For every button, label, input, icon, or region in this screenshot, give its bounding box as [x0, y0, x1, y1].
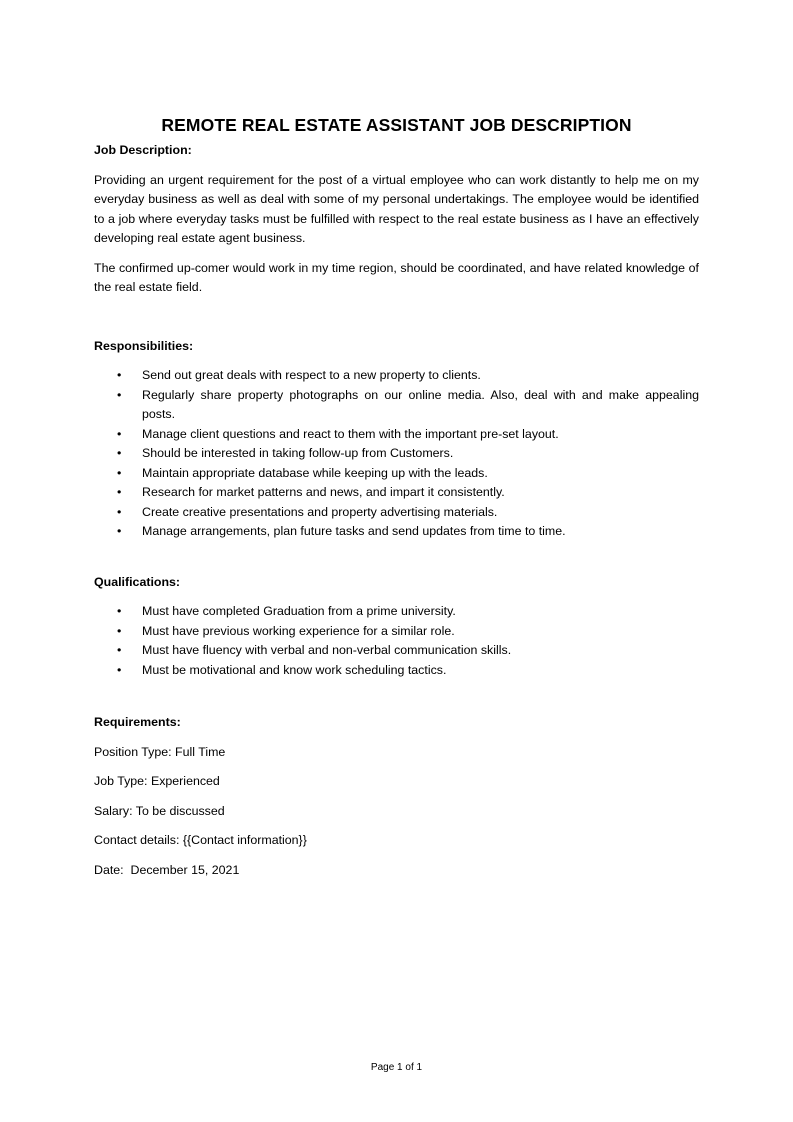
document-title: REMOTE REAL ESTATE ASSISTANT JOB DESCRIPTION: [161, 115, 632, 135]
bullet-icon: •: [117, 446, 122, 460]
position-type: Position Type: Full Time: [94, 744, 226, 759]
job-description-section: [94, 141, 699, 298]
spacer: [94, 542, 699, 573]
list-item: [94, 503, 699, 523]
list-item-text: Create creative presentations and property advertising materials.: [142, 504, 498, 519]
requirements-section: [94, 713, 699, 880]
qualifications-section: [94, 573, 699, 681]
list-item: [94, 483, 699, 503]
list-item: [94, 464, 699, 484]
list-item-text: Must be motivational and know work scheduling tactics.: [142, 662, 447, 677]
list-item: [94, 661, 699, 681]
page-number: Page 1 of 1: [370, 1062, 423, 1073]
bullet-icon: •: [117, 368, 122, 382]
list-item-text: Should be interested in taking follow-up from Customers.: [142, 446, 454, 460]
bullet-icon: •: [117, 623, 122, 638]
list-item: [94, 522, 699, 542]
responsibilities-list: [94, 366, 699, 542]
contact-details: Contact details: {{Contact information}}: [94, 833, 307, 847]
list-item-text: Regularly share property photographs on our online media. Also, deal with and make appealing posts.: [142, 387, 699, 421]
list-item-text: Must have previous working experience for a similar role.: [142, 623, 455, 638]
bullet-icon: •: [117, 643, 122, 657]
responsibilities-section: [94, 337, 699, 542]
list-item-text: Must have completed Graduation from a prime university.: [142, 604, 456, 618]
job-description-paragraph: The confirmed up-comer would work in my time region, should be coordinated, and have related knowledge of the real estate field.: [94, 260, 699, 294]
qualifications-heading: Qualifications:: [94, 574, 181, 589]
bullet-icon: •: [117, 504, 122, 519]
bullet-icon: •: [117, 604, 122, 618]
list-item: [94, 425, 699, 445]
qualifications-list: [94, 602, 699, 680]
list-item: [94, 641, 699, 661]
list-item: [94, 622, 699, 642]
list-item: [94, 602, 699, 622]
list-item-text: Send out great deals with respect to a new property to clients.: [142, 368, 481, 382]
document-body: [94, 113, 699, 880]
spacer: [94, 298, 699, 337]
bullet-icon: •: [117, 465, 122, 480]
salary: Salary: To be discussed: [94, 803, 225, 818]
list-item: [94, 366, 699, 386]
date: Date: December 15, 2021: [94, 862, 240, 877]
job-description-paragraph: Providing an urgent requirement for the post of a virtual employee who can work distantly to help me on my everyday business as well as deal with some of my personal undertakings. The employee would be identified to a job where everyday tasks must be fulfilled with respect to the real estate business as I have an effectively developing real estate agent business.: [94, 172, 699, 245]
bullet-icon: •: [117, 426, 122, 441]
requirements-heading: Requirements:: [94, 715, 181, 729]
responsibilities-heading: Responsibilities:: [94, 338, 194, 353]
spacer: [94, 680, 699, 713]
job-type: Job Type: Experienced: [94, 774, 220, 788]
list-item-text: Must have fluency with verbal and non-verbal communication skills.: [142, 643, 512, 657]
job-description-heading: Job Description:: [94, 143, 192, 157]
bullet-icon: •: [117, 387, 122, 402]
bullet-icon: •: [117, 524, 122, 538]
bullet-icon: •: [117, 485, 122, 499]
list-item-text: Maintain appropriate database while keeping up with the leads.: [142, 465, 488, 480]
list-item-text: Manage arrangements, plan future tasks and send updates from time to time.: [142, 524, 566, 538]
list-item-text: Research for market patterns and news, and impart it consistently.: [142, 485, 505, 499]
bullet-icon: •: [117, 662, 122, 677]
list-item: [94, 386, 699, 425]
list-item-text: Manage client questions and react to them with the important pre-set layout.: [142, 426, 559, 441]
list-item: [94, 444, 699, 464]
